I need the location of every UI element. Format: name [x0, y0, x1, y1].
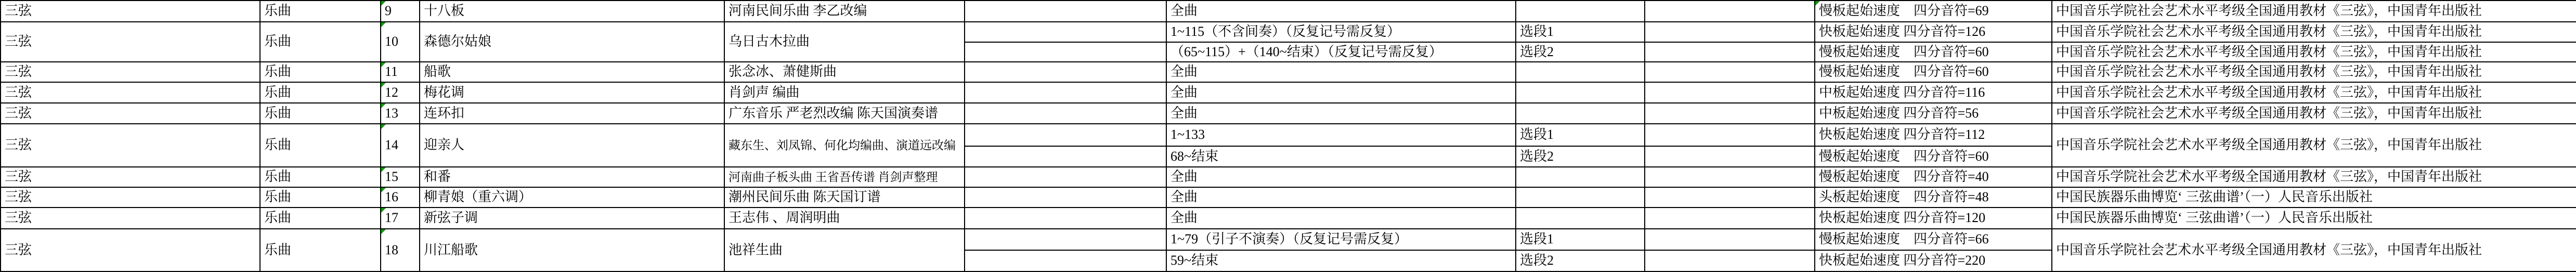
error-indicator-icon	[381, 229, 386, 234]
cell-title[interactable]: 新弦子调	[420, 208, 724, 229]
table-row	[1, 187, 2576, 208]
cell-range[interactable]: 全曲	[1166, 167, 1516, 187]
table-row	[1, 124, 2576, 146]
cell-range[interactable]: （65~115）+（140~结束）（反复记号需反复）	[1166, 42, 1516, 62]
cell-range[interactable]: 全曲	[1166, 62, 1516, 82]
cell-tempo[interactable]: 中板起始速度 四分音符=116	[1815, 82, 2052, 103]
cell-selection[interactable]	[1516, 1, 1645, 22]
cell-instrument[interactable]: 三弦	[1, 1, 260, 22]
cell-spacer[interactable]	[965, 124, 1166, 146]
cell-composer[interactable]: 河南曲子板头曲 王省吾传谱 肖剑声整理	[724, 167, 965, 187]
cell-spacer[interactable]	[1645, 103, 1815, 124]
cell-tempo[interactable]: 慢板起始速度 四分音符=66	[1815, 229, 2052, 250]
cell-composer[interactable]: 池祥生曲	[724, 229, 965, 271]
cell-publisher[interactable]: 中国音乐学院社会艺术水平考级全国通用教材《三弦》，中国青年出版社	[2052, 42, 2576, 62]
number-text: 16	[385, 189, 398, 205]
number-text: 10	[385, 34, 398, 49]
cell-tempo[interactable]: 慢板起始速度 四分音符=60	[1815, 62, 2052, 82]
cell-spacer[interactable]	[1645, 250, 1815, 271]
cell-number[interactable]	[381, 167, 420, 187]
cell-number[interactable]	[381, 124, 420, 167]
cell-title[interactable]: 柳青娘（重六调）	[420, 187, 724, 208]
cell-selection[interactable]: 选段1	[1516, 124, 1645, 146]
cell-spacer[interactable]	[1645, 42, 1815, 62]
cell-number[interactable]	[381, 82, 420, 103]
cell-selection[interactable]: 选段2	[1516, 42, 1645, 62]
cell-publisher[interactable]: 中国音乐学院社会艺术水平考级全国通用教材《三弦》，中国青年出版社	[2052, 229, 2576, 271]
cell-instrument[interactable]: 三弦	[1, 124, 260, 167]
table-row	[1, 22, 2576, 42]
cell-composer[interactable]: 潮州民间乐曲 陈天国订谱	[724, 187, 965, 208]
cell-category[interactable]: 乐曲	[260, 167, 381, 187]
cell-spacer[interactable]	[965, 187, 1166, 208]
cell-category[interactable]: 乐曲	[260, 208, 381, 229]
number-text: 15	[385, 169, 398, 185]
table-row	[1, 208, 2576, 229]
table-row	[1, 167, 2576, 187]
cell-spacer[interactable]	[965, 42, 1166, 62]
cell-category[interactable]: 乐曲	[260, 187, 381, 208]
cell-instrument[interactable]: 三弦	[1, 103, 260, 124]
cell-spacer[interactable]	[1645, 208, 1815, 229]
cell-title[interactable]: 十八板	[420, 1, 724, 22]
cell-spacer[interactable]	[965, 208, 1166, 229]
cell-number[interactable]	[381, 103, 420, 124]
cell-spacer[interactable]	[965, 167, 1166, 187]
number-text: 12	[385, 84, 398, 100]
cell-spacer[interactable]	[1645, 167, 1815, 187]
cell-category[interactable]: 乐曲	[260, 103, 381, 124]
number-text: 11	[385, 64, 398, 80]
cell-selection[interactable]	[1516, 103, 1645, 124]
number-text: 14	[385, 137, 398, 153]
cell-range[interactable]: 1~133	[1166, 124, 1516, 146]
cell-range[interactable]: 全曲	[1166, 208, 1516, 229]
cell-title[interactable]: 森德尔姑娘	[420, 22, 724, 62]
number-text: 17	[385, 210, 398, 226]
cell-publisher[interactable]: 中国音乐学院社会艺术水平考级全国通用教材《三弦》，中国青年出版社	[2052, 62, 2576, 82]
cell-tempo[interactable]: 快板起始速度 四分音符=120	[1815, 208, 2052, 229]
cell-composer[interactable]: 乌日古木拉曲	[724, 22, 965, 62]
cell-instrument[interactable]: 三弦	[1, 62, 260, 82]
cell-spacer[interactable]	[1645, 146, 1815, 167]
cell-number[interactable]	[381, 187, 420, 208]
cell-publisher[interactable]: 中国音乐学院社会艺术水平考级全国通用教材《三弦》，中国青年出版社	[2052, 22, 2576, 42]
cell-instrument[interactable]: 三弦	[1, 229, 260, 271]
cell-selection[interactable]	[1516, 167, 1645, 187]
cell-number[interactable]	[381, 22, 420, 62]
cell-selection[interactable]	[1516, 208, 1645, 229]
cell-spacer[interactable]	[965, 250, 1166, 271]
cell-spacer[interactable]	[965, 82, 1166, 103]
error-indicator-icon	[381, 22, 386, 27]
cell-selection[interactable]	[1516, 62, 1645, 82]
error-indicator-icon	[381, 167, 386, 172]
cell-spacer[interactable]	[965, 146, 1166, 167]
cell-spacer[interactable]	[965, 103, 1166, 124]
cell-category[interactable]: 乐曲	[260, 82, 381, 103]
cell-tempo[interactable]: 快板起始速度 四分音符=112	[1815, 124, 2052, 146]
cell-title[interactable]: 和番	[420, 167, 724, 187]
cell-title[interactable]: 川江船歌	[420, 229, 724, 271]
cell-spacer[interactable]	[1645, 82, 1815, 103]
cell-instrument[interactable]: 三弦	[1, 82, 260, 103]
cell-instrument[interactable]: 三弦	[1, 187, 260, 208]
number-text: 9	[385, 3, 392, 19]
cell-title[interactable]: 迎亲人	[420, 124, 724, 167]
table-row	[1, 82, 2576, 103]
error-indicator-icon	[1815, 1, 1820, 6]
cell-spacer[interactable]	[1645, 1, 1815, 22]
cell-publisher[interactable]: 中国民族器乐曲博览‘ 三弦曲谱’（一）人民音乐出版社	[2052, 187, 2576, 208]
table-row	[1, 1, 2576, 22]
cell-composer[interactable]: 肖剑声 编曲	[724, 82, 965, 103]
cell-spacer[interactable]	[965, 229, 1166, 250]
cell-instrument[interactable]: 三弦	[1, 208, 260, 229]
cell-composer[interactable]: 王志伟 、周润明曲	[724, 208, 965, 229]
cell-title[interactable]: 连环扣	[420, 103, 724, 124]
cell-selection[interactable]: 选段2	[1516, 146, 1645, 167]
cell-instrument[interactable]: 三弦	[1, 167, 260, 187]
cell-publisher[interactable]: 中国音乐学院社会艺术水平考级全国通用教材《三弦》，中国青年出版社	[2052, 124, 2576, 167]
cell-spacer[interactable]	[1645, 62, 1815, 82]
cell-range[interactable]: 全曲	[1166, 103, 1516, 124]
cell-spacer[interactable]	[1645, 22, 1815, 42]
cell-publisher[interactable]: 中国民族器乐曲博览‘ 三弦曲谱’（一）人民音乐出版社	[2052, 208, 2576, 229]
cell-selection[interactable]: 选段1	[1516, 22, 1645, 42]
error-indicator-icon	[381, 208, 386, 213]
cell-range[interactable]: 全曲	[1166, 1, 1516, 22]
cell-title[interactable]: 梅花调	[420, 82, 724, 103]
error-indicator-icon	[381, 1, 386, 6]
cell-range[interactable]: 全曲	[1166, 82, 1516, 103]
cell-publisher[interactable]: 中国音乐学院社会艺术水平考级全国通用教材《三弦》，中国青年出版社	[2052, 103, 2576, 124]
cell-publisher[interactable]: 中国音乐学院社会艺术水平考级全国通用教材《三弦》，中国青年出版社	[2052, 167, 2576, 187]
cell-tempo[interactable]: 慢板起始速度 四分音符=60	[1815, 146, 2052, 167]
cell-range[interactable]: 68~结束	[1166, 146, 1516, 167]
cell-composer[interactable]: 河南民间乐曲 李乙改编	[724, 1, 965, 22]
error-indicator-icon	[381, 83, 386, 87]
table-row	[1, 103, 2576, 124]
cell-category[interactable]: 乐曲	[260, 22, 381, 62]
cell-spacer[interactable]	[965, 62, 1166, 82]
cell-range[interactable]: 1~79（引子不演奏）（反复记号需反复）	[1166, 229, 1516, 250]
error-indicator-icon	[381, 124, 386, 129]
error-indicator-icon	[381, 103, 386, 108]
table-row	[1, 62, 2576, 82]
number-text: 13	[385, 105, 398, 121]
cell-publisher[interactable]: 中国音乐学院社会艺术水平考级全国通用教材《三弦》，中国青年出版社	[2052, 82, 2576, 103]
cell-title[interactable]: 船歌	[420, 62, 724, 82]
cell-instrument[interactable]: 三弦	[1, 22, 260, 62]
cell-tempo[interactable]: 快板起始速度 四分音符=220	[1815, 250, 2052, 271]
cell-composer[interactable]: 藏东生、刘凤锦、何化均编曲、演道远改编	[724, 124, 965, 167]
cell-tempo[interactable]: 慢板起始速度 四分音符=60	[1815, 42, 2052, 62]
cell-tempo[interactable]: 头板起始速度 四分音符=48	[1815, 187, 2052, 208]
cell-spacer[interactable]	[1645, 229, 1815, 250]
cell-tempo[interactable]: 中板起始速度 四分音符=56	[1815, 103, 2052, 124]
cell-number[interactable]	[381, 208, 420, 229]
error-indicator-icon	[381, 188, 386, 192]
cell-tempo[interactable]: 快板起始速度 四分音符=126	[1815, 22, 2052, 42]
cell-spacer[interactable]	[965, 1, 1166, 22]
cell-number[interactable]	[381, 229, 420, 271]
cell-category[interactable]: 乐曲	[260, 124, 381, 167]
error-indicator-icon	[381, 62, 386, 67]
cell-selection[interactable]	[1516, 82, 1645, 103]
cell-publisher[interactable]: 中国音乐学院社会艺术水平考级全国通用教材《三弦》，中国青年出版社	[2052, 1, 2576, 22]
cell-spacer[interactable]	[1645, 187, 1815, 208]
cell-spacer[interactable]	[965, 22, 1166, 42]
cell-selection[interactable]: 选段2	[1516, 250, 1645, 271]
cell-category[interactable]: 乐曲	[260, 62, 381, 82]
cell-number[interactable]	[381, 62, 420, 82]
cell-tempo[interactable]: 慢板起始速度 四分音符=40	[1815, 167, 2052, 187]
cell-tempo[interactable]	[1815, 1, 2052, 22]
tempo-text: 慢板起始速度 四分音符=69	[1819, 3, 1989, 19]
cell-category[interactable]: 乐曲	[260, 1, 381, 22]
cell-spacer[interactable]	[1645, 124, 1815, 146]
cell-range[interactable]: 59~结束	[1166, 250, 1516, 271]
cell-selection[interactable]	[1516, 187, 1645, 208]
cell-range[interactable]: 1~115（不含间奏）（反复记号需反复）	[1166, 22, 1516, 42]
cell-composer[interactable]: 张念冰、萧健斯曲	[724, 62, 965, 82]
cell-composer[interactable]: 广东音乐 严老烈改编 陈天国演奏谱	[724, 103, 965, 124]
cell-category[interactable]: 乐曲	[260, 229, 381, 271]
cell-range[interactable]: 全曲	[1166, 187, 1516, 208]
table-row	[1, 229, 2576, 250]
cell-selection[interactable]: 选段1	[1516, 229, 1645, 250]
cell-number[interactable]	[381, 1, 420, 22]
number-text: 18	[385, 242, 398, 257]
